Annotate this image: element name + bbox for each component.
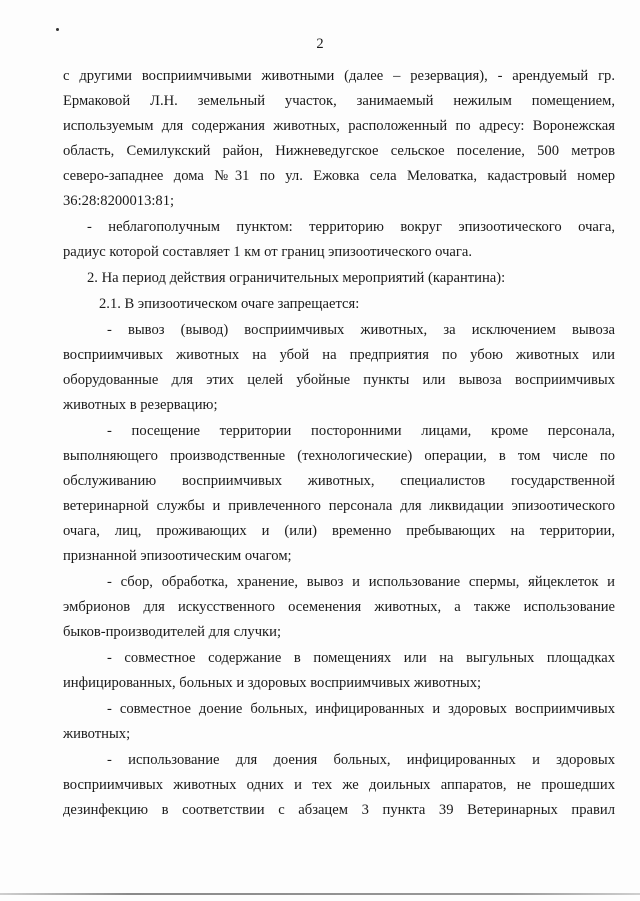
- text-line: 2. На период действия ограничительных мероприятий (карантина):: [87, 270, 506, 286]
- text-line: быков-производителей для случки;: [63, 624, 282, 640]
- text-line: - сбор, обработка, хранение, вывоз и использование спермы, яйцеклеток и: [107, 574, 615, 590]
- text-line: область, Семилукский район, Нижневедугское сельское поселение, 500 метров: [63, 143, 615, 159]
- text-line: восприимчивых животных на убой на предприятия по убою животных или: [63, 347, 615, 363]
- text-line: дезинфекцию в соответствии с абзацем 3 пункта 39 Ветеринарных правил: [63, 802, 615, 818]
- text-line: - совместное содержание в помещениях или на выгульных площадках: [107, 650, 615, 666]
- text-line: животных в резервацию;: [63, 397, 218, 413]
- text-line: ветеринарной службы и привлеченного персонала для ликвидации эпизоотического: [63, 498, 615, 514]
- text-line: обслуживанию восприимчивых животных, специалистов государственной: [63, 473, 615, 489]
- text-line: - вывоз (вывод) восприимчивых животных, за исключением вывоза: [107, 322, 615, 338]
- text-line: эмбрионов для искусственного осеменения животных, а также использование: [63, 599, 615, 615]
- text-line: с другими восприимчивыми животными (далее – резервация), - арендуемый гр.: [63, 68, 615, 84]
- text-line: оборудованные для этих целей убойные пункты или вывоза восприимчивых: [63, 372, 615, 388]
- text-line: - совместное доение больных, инфицированных и здоровых восприимчивых: [107, 701, 615, 717]
- page-number: 2: [316, 36, 324, 52]
- text-line: восприимчивых животных одних и тех же доильных аппаратов, не прошедших: [63, 777, 615, 793]
- text-line: - использование для доения больных, инфицированных и здоровых: [107, 752, 615, 768]
- text-line: северо-западнее дома №31 по ул. Ежовка села Меловатка, кадастровый номер: [63, 168, 615, 184]
- text-line: признанной эпизоотическим очагом;: [63, 548, 292, 564]
- text-line: инфицированных, больных и здоровых восприимчивых животных;: [63, 675, 482, 691]
- text-line: используемым для содержания животных, расположенный по адресу: Воронежская: [63, 118, 615, 134]
- text-line: Ермаковой Л.Н. земельный участок, занимаемый нежилым помещением,: [63, 93, 615, 109]
- document-body: [63, 64, 615, 823]
- scan-speck: [56, 28, 59, 31]
- text-line: - неблагополучным пунктом: территорию вокруг эпизоотического очага,: [87, 219, 615, 235]
- text-line: выполняющего производственные (технологические) операции, в том числе по: [63, 448, 615, 464]
- text-line: - посещение территории посторонними лицами, кроме персонала,: [107, 423, 615, 439]
- bottom-scan-edge: [0, 893, 640, 895]
- text-line: радиус которой составляет 1 км от границ эпизоотического очага.: [63, 244, 473, 260]
- text-line: очага, лиц, проживающих и (или) временно пребывающих на территории,: [63, 523, 615, 539]
- text-line: 2.1. В эпизоотическом очаге запрещается:: [99, 296, 360, 312]
- text-line: животных;: [63, 726, 131, 742]
- text-line: 36:28:8200013:81;: [63, 193, 175, 209]
